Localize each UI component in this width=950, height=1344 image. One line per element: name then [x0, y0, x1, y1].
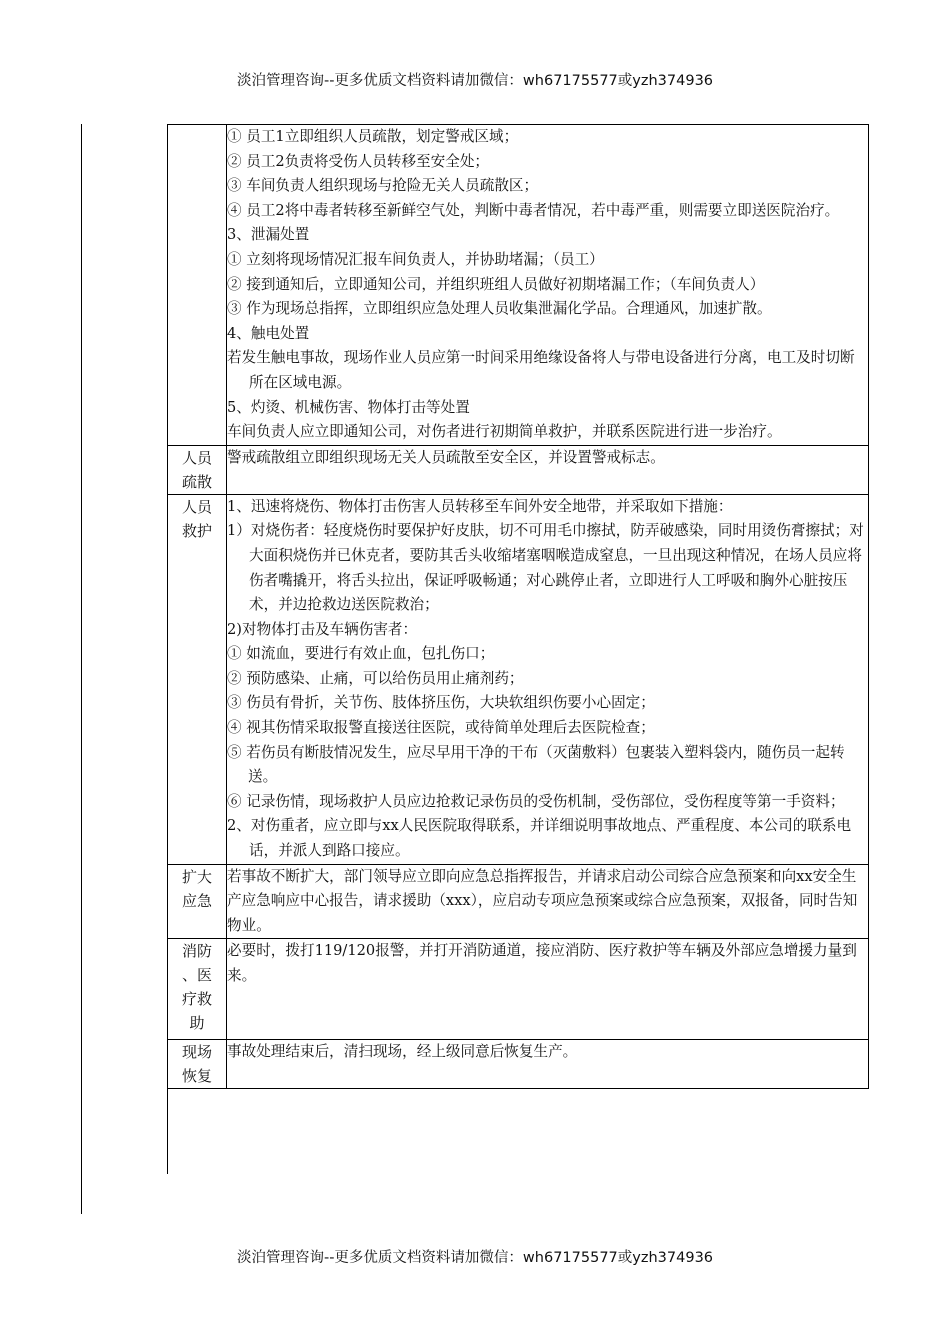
paragraph: 若发生触电事故，现场作业人员应第一时间采用绝缘设备将人与带电设备进行分离，电工及时切断所在区域电源。	[227, 349, 855, 391]
table-row	[168, 1040, 869, 1089]
emergency-procedure-table	[167, 124, 869, 1089]
paragraph: 事故处理结束后，清扫现场，经上级同意后恢复生产。	[227, 1043, 578, 1061]
row-content	[227, 864, 869, 939]
page-header: 淡泊管理咨询--更多优质文档资料请加微信：wh67175577或yzh374936	[236, 73, 714, 89]
paragraph: 警戒疏散组立即组织现场无关人员疏散至安全区，并设置警戒标志。	[227, 448, 665, 466]
table-row	[168, 864, 869, 939]
paragraph: 1）对烧伤者：轻度烧伤时要保护好皮肤，切不可用毛巾擦拭，防弄破感染，同时用烫伤膏擦拭；对大面积烧伤并已休克者，要防其舌头收缩堵塞咽喉造成窒息，一旦出现这种情况，在场人员应将伤者嘴撬开，将舌头拉出，保证呼吸畅通；对心跳停止者，立即进行人工呼吸和胸外心脏按压术，并边抢救边送医院救治；	[227, 522, 864, 614]
table-row	[168, 125, 869, 446]
row-label: 现场 恢复	[168, 1040, 227, 1089]
section-heading: 3、泄漏处置	[227, 226, 310, 244]
list-item: ② 预防感染、止痛，可以给伤员用止痛剂药；	[227, 669, 524, 687]
table-row	[168, 445, 869, 494]
row-content	[227, 939, 869, 1040]
table-row	[168, 939, 869, 1040]
paragraph: 必要时，拨打119/120报警，并打开消防通道，接应消防、医疗救护等车辆及外部应急增援力量到来。	[227, 942, 857, 984]
paragraph: 1、迅速将烧伤、物体打击伤害人员转移至车间外安全地带，并采取如下措施：	[227, 497, 733, 515]
left-border-line-tail	[81, 1174, 82, 1214]
list-item: ② 接到通知后，立即通知公司，并组织班组人员做好初期堵漏工作；（车间负责人）	[227, 275, 765, 293]
paragraph: 车间负责人应立即通知公司，对伤者进行初期简单救护，并联系医院进行进一步治疗。	[227, 423, 782, 441]
list-item: ⑥ 记录伤情，现场救护人员应边抢救记录伤员的受伤机制，受伤部位，受伤程度等第一手资料；	[227, 792, 845, 810]
left-border-line	[81, 124, 82, 1174]
page-footer: 淡泊管理咨询--更多优质文档资料请加微信：wh67175577或yzh374936	[236, 1250, 714, 1266]
list-item: ① 如流血，要进行有效止血，包扎伤口；	[227, 645, 495, 663]
list-item: ⑤ 若伤员有断肢情况发生，应尽早用干净的干布（灭菌敷料）包裹装入塑料袋内，随伤员一起转送。	[227, 743, 845, 786]
paragraph: 若事故不断扩大，部门领导应立即向应急总指挥报告，并请求启动公司综合应急预案和向xx安全生产应急响应中心报告，请求援助（xxx），应启动专项应急预案或综合应急预案，双报备，同时告知物业。	[227, 867, 858, 934]
list-item: ① 立刻将现场情况汇报车间负责人，并协助堵漏；（员工）	[227, 250, 604, 268]
paragraph: 2)对物体打击及车辆伤害者：	[227, 620, 418, 638]
row-label: 扩大 应急	[168, 864, 227, 939]
row-content	[227, 494, 869, 864]
table-row	[168, 494, 869, 864]
section-heading: 5、灼烫、机械伤害、物体打击等处置	[227, 398, 470, 416]
row-label: 人员 救护	[168, 494, 227, 864]
row-content	[227, 125, 869, 446]
section-heading: 4、触电处置	[227, 324, 310, 342]
list-item: ② 员工2负责将受伤人员转移至安全处；	[227, 152, 490, 170]
row-label	[168, 125, 227, 446]
list-item: ④ 视其伤情采取报警直接送往医院，或待简单处理后去医院检查；	[227, 719, 655, 737]
list-item: ③ 伤员有骨折，关节伤、肢体挤压伤，大块软组织伤要小心固定；	[227, 694, 655, 712]
row-content	[227, 1040, 869, 1089]
list-item: ③ 作为现场总指挥，立即组织应急处理人员收集泄漏化学品。合理通风，加速扩散。	[227, 300, 772, 318]
row-label: 人员 疏散	[168, 445, 227, 494]
list-item: ③ 车间负责人组织现场与抢险无关人员疏散区；	[227, 177, 539, 195]
row-label: 消防 、医 疗救 助	[168, 939, 227, 1040]
paragraph: 2、对伤重者，应立即与xx人民医院取得联系，并详细说明事故地点、严重程度、本公司的联系电话，并派人到路口接应。	[227, 817, 852, 860]
list-item: ① 员工1立即组织人员疏散，划定警戒区域；	[227, 128, 519, 145]
row-content	[227, 445, 869, 494]
list-item: ④ 员工2将中毒者转移至新鲜空气处，判断中毒者情况，若中毒严重，则需要立即送医院治疗。	[227, 201, 840, 219]
